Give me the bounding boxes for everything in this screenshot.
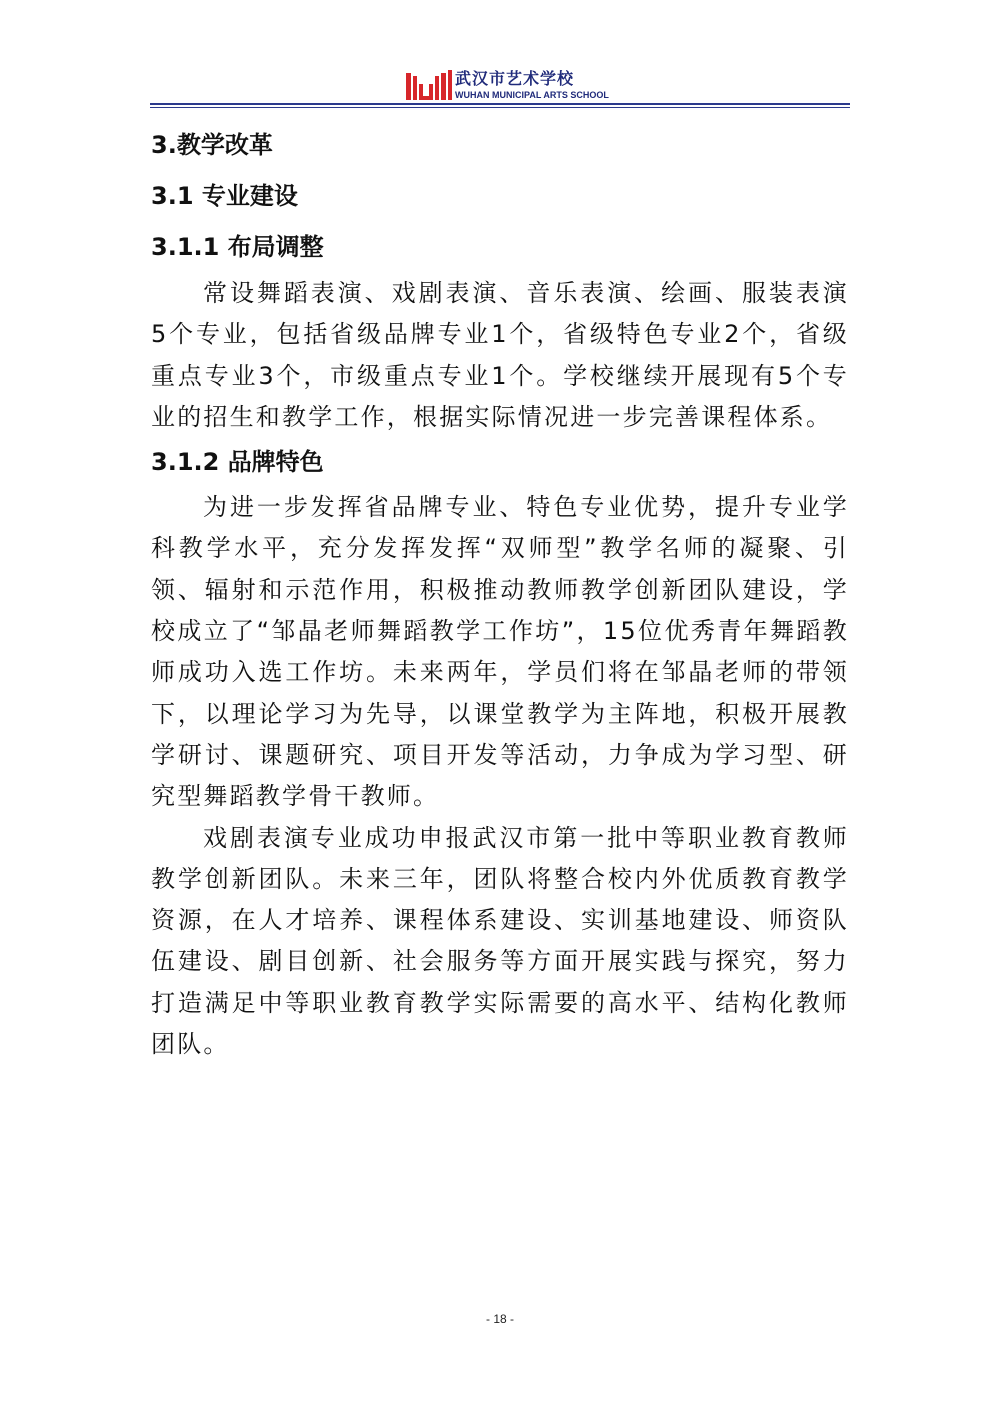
header-rule-thin: [150, 107, 850, 108]
body-paragraph: 戏剧表演专业成功申报武汉市第一批中等职业教育教师教学创新团队。未来三年，团队将整合校内外优质教育教学资源，在人才培养、课程体系建设、实训基地建设、师资队伍建设、剧目创新、社会服务等方面开展实践与探究，努力打造满足中等职业教育教学实际需要的高水平、结构化教师团队。: [151, 823, 849, 1059]
body-paragraph: 常设舞蹈表演、戏剧表演、音乐表演、绘画、服装表演5个专业，包括省级品牌专业1个，省级特色专业2个，省级重点专业3个，市级重点专业1个。学校继续开展现有5个专业的招生和教学工作，根据实际情况进一步完善课程体系。: [151, 279, 849, 431]
page-number: - 18 -: [485, 1312, 514, 1326]
page-content: [151, 128, 849, 1065]
item-heading: 3.1.2 品牌特色: [151, 448, 324, 477]
header-rule-thick: [150, 103, 850, 105]
page-header: [150, 66, 850, 110]
body-paragraph: 为进一步发挥省品牌专业、特色专业优势，提升专业学科教学水平，充分发挥发挥“双师型”教学名师的凝聚、引领、辐射和示范作用，积极推动教师教学创新团队建设，学校成立了“邹晶老师舞蹈教学工作坊”，15位优秀青年舞蹈教师成功入选工作坊。未来两年，学员们将在邹晶老师的带领下，以理论学习为先导，以课堂教学为主阵地，积极开展教学研讨、课题研究、项目开发等活动，力争成为学习型、研究型舞蹈教学骨干教师。: [151, 493, 849, 811]
school-name-cn: 武汉市艺术学校: [455, 69, 575, 88]
item-heading: 3.1.1 布局调整: [151, 233, 324, 261]
school-logo-icon: [406, 70, 452, 100]
subsection-title: 3.1 专业建设: [151, 182, 298, 210]
school-name-en: WUHAN MUNICIPAL ARTS SCHOOL: [455, 90, 609, 100]
section-title: 3.教学改革: [151, 131, 273, 159]
